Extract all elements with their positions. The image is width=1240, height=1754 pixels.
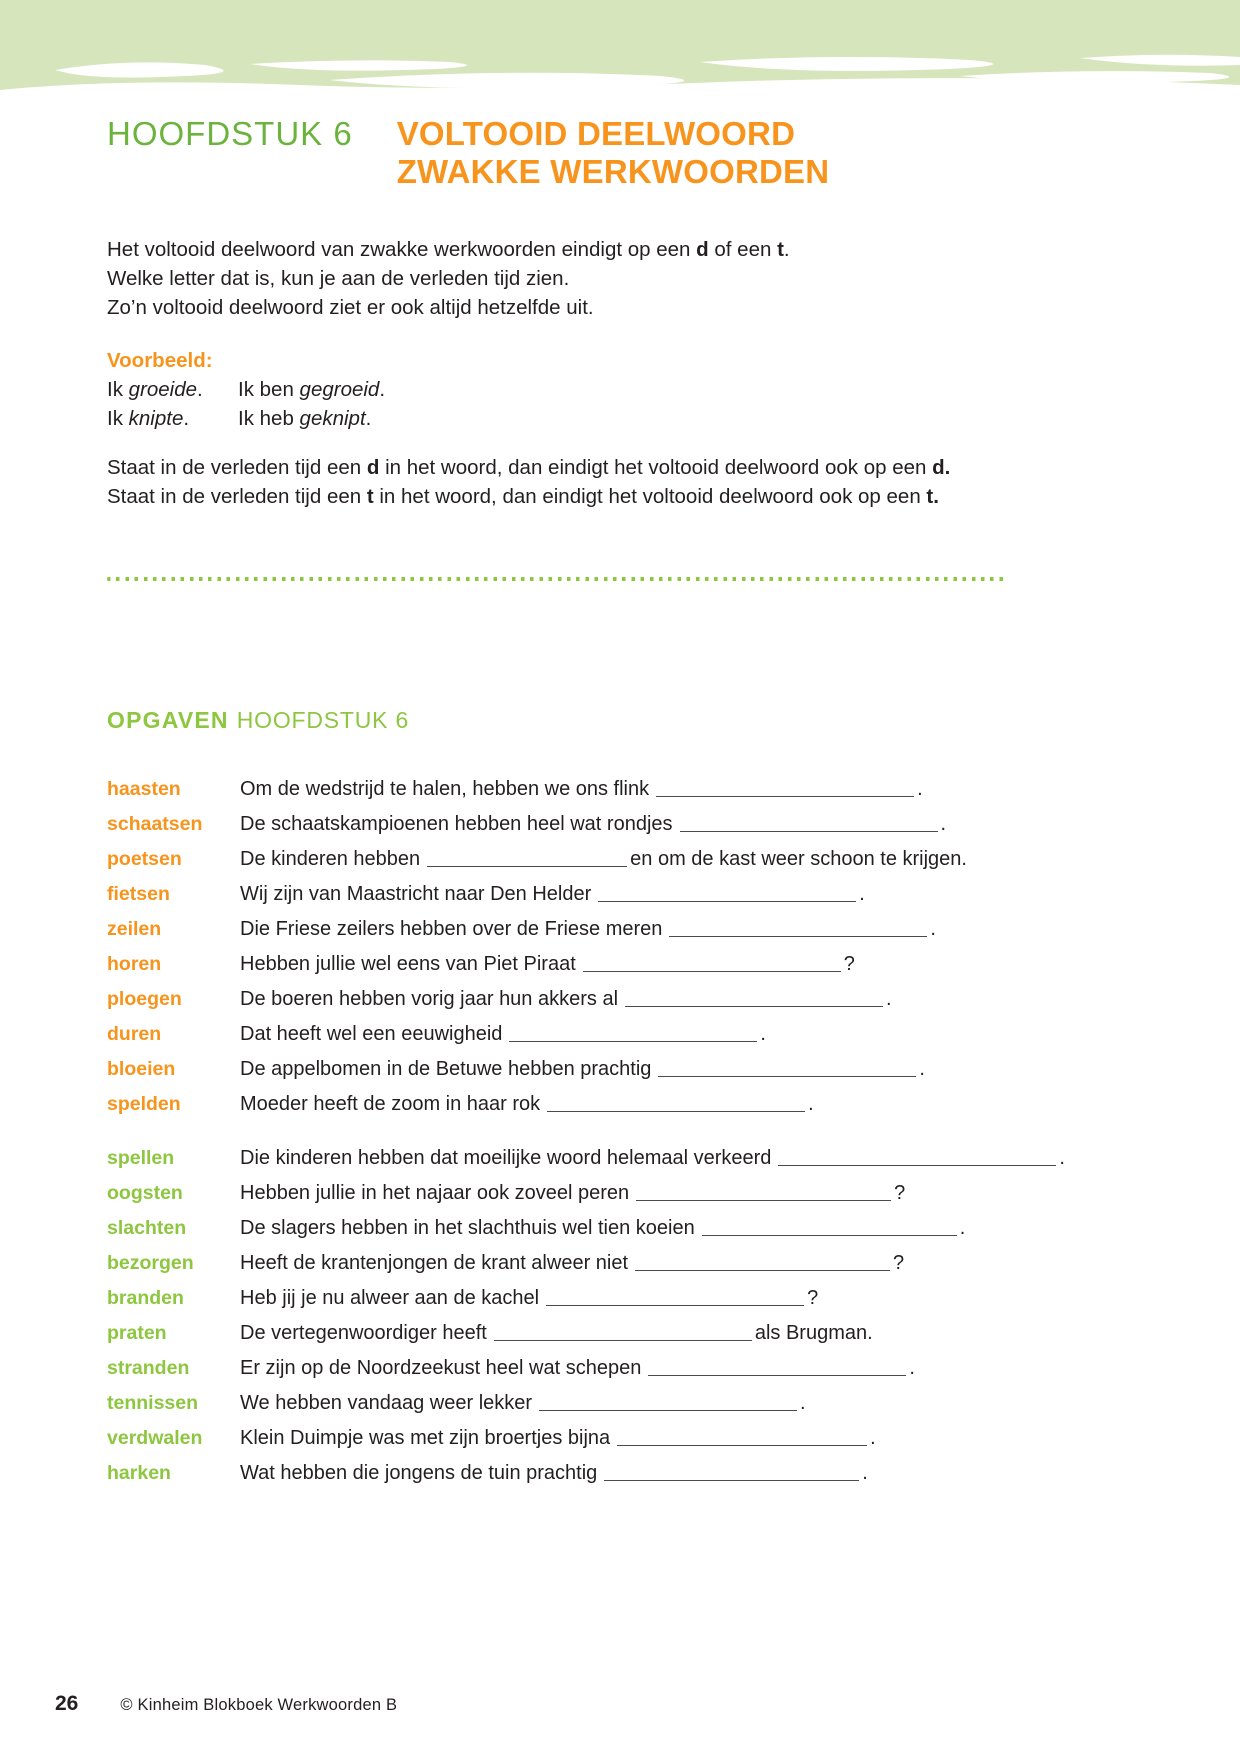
answer-blank[interactable]	[547, 1106, 805, 1112]
sentence-before: Dat heeft wel een eeuwigheid	[240, 1023, 503, 1045]
verb-label: horen	[107, 953, 162, 975]
answer-blank[interactable]	[656, 791, 914, 797]
exercise-row	[107, 1286, 1150, 1310]
page-title-line1: VOLTOOID DEELWOORD	[396, 115, 796, 152]
opgaven-heading	[107, 705, 1150, 735]
verb-label: poetsen	[107, 848, 182, 870]
exercise-row	[107, 1216, 1150, 1240]
answer-blank[interactable]	[658, 1071, 916, 1077]
sentence-after: en om de kast weer schoon te krijgen.	[630, 848, 967, 870]
italic-verb: knipte	[128, 407, 184, 430]
exercise-row	[107, 952, 1150, 976]
sentence-after: .	[917, 778, 923, 800]
rule-paragraph	[107, 453, 1150, 511]
italic-verb: groeide	[128, 378, 198, 401]
sentence-before: Wij zijn van Maastricht naar Den Helder	[240, 883, 592, 905]
verb-label: harken	[107, 1462, 171, 1484]
text-segment: Ik	[107, 407, 129, 430]
example-right	[238, 404, 371, 433]
page-footer	[55, 1692, 397, 1716]
exercise-sentence	[240, 812, 1150, 836]
answer-blank[interactable]	[778, 1160, 1056, 1166]
answer-blank[interactable]	[702, 1230, 957, 1236]
exercise-sentence	[240, 1321, 1150, 1345]
header-band	[0, 0, 1240, 95]
verb-label: bloeien	[107, 1058, 176, 1080]
text-segment: Ik heb	[238, 407, 300, 430]
sentence-before: De kinderen hebben	[240, 848, 421, 870]
text-segment: Zo’n voltooid deelwoord ziet er ook altijd hetzelfde uit.	[107, 296, 594, 319]
sentence-after: .	[800, 1392, 806, 1414]
sentence-before: Hebben jullie in het najaar ook zoveel peren	[240, 1182, 630, 1204]
exercise-row	[107, 1181, 1150, 1205]
sentence-before: De appelbomen in de Betuwe hebben prachtig	[240, 1058, 652, 1080]
sentence-before: We hebben vandaag weer lekker	[240, 1392, 533, 1414]
sentence-after: .	[940, 813, 947, 835]
intro-paragraph	[107, 235, 1150, 322]
verb-label: tennissen	[107, 1392, 199, 1414]
exercise-sentence	[240, 987, 1150, 1011]
text-segment: Staat in de verleden tijd een	[107, 456, 367, 479]
sentence-before: Er zijn op de Noordzeekust heel wat schepen	[240, 1357, 642, 1379]
sentence-after: .	[859, 883, 865, 905]
sentence-after: .	[870, 1427, 876, 1449]
example-right	[238, 375, 385, 404]
bold-letter: t.	[926, 485, 939, 508]
sentence-after: .	[886, 988, 892, 1010]
answer-blank[interactable]	[598, 896, 856, 902]
answer-blank[interactable]	[636, 1195, 891, 1201]
verb-label: stranden	[107, 1357, 190, 1379]
band-texture-icon	[0, 0, 1240, 95]
verb-label: spellen	[107, 1147, 175, 1169]
sentence-after: .	[1059, 1147, 1065, 1169]
sentence-before: Moeder heeft de zoom in haar rok	[240, 1093, 541, 1115]
bold-letter: d	[366, 456, 380, 479]
exercise-sentence	[240, 1461, 1150, 1485]
answer-blank[interactable]	[625, 1001, 883, 1007]
exercise-row	[107, 987, 1150, 1011]
exercise-row	[107, 1461, 1150, 1485]
sentence-before: Wat hebben die jongens de tuin prachtig	[240, 1462, 598, 1484]
exercise-sentence	[240, 1057, 1150, 1081]
verb-label: haasten	[107, 778, 181, 800]
sentence-after: .	[930, 918, 936, 940]
exercise-sentence	[240, 1092, 1150, 1116]
bold-letter: d.	[932, 456, 951, 479]
sentence-before: De vertegenwoordiger heeft	[240, 1322, 487, 1344]
verb-label: branden	[107, 1287, 184, 1309]
text-segment: .	[365, 407, 372, 430]
text-segment: in het woord, dan eindigt het voltooid deelwoord ook op een	[379, 456, 933, 479]
sentence-after: ?	[893, 1252, 905, 1274]
dotted-divider	[107, 577, 1005, 581]
italic-verb: gegroeid	[299, 378, 380, 401]
example-row	[107, 375, 1150, 404]
copyright: © Kinheim Blokboek Werkwoorden B	[120, 1696, 398, 1714]
bold-letter: t	[366, 485, 374, 508]
verb-label: oogsten	[107, 1182, 183, 1204]
sentence-after: .	[959, 1217, 966, 1239]
answer-blank[interactable]	[427, 861, 627, 867]
bold-letter: d	[696, 238, 709, 261]
sentence-before: Die Friese zeilers hebben over de Friese meren	[240, 918, 663, 940]
exercise-row	[107, 917, 1150, 941]
answer-blank[interactable]	[509, 1036, 757, 1042]
text-segment: Staat in de verleden tijd een	[107, 485, 367, 508]
exercise-row	[107, 1022, 1150, 1046]
exercise-row	[107, 1251, 1150, 1275]
sentence-before: Om de wedstrijd te halen, hebben we ons flink	[240, 778, 650, 800]
text-segment: .	[197, 378, 203, 401]
verb-label: bezorgen	[107, 1252, 194, 1274]
verb-label: duren	[107, 1023, 162, 1045]
exercise-sentence	[240, 777, 1150, 801]
opgaven-heading-rest: HOOFDSTUK 6	[236, 707, 410, 733]
sentence-after: ?	[843, 953, 855, 975]
exercise-sentence	[240, 1391, 1150, 1415]
sentence-before: Hebben jullie wel eens van Piet Piraat	[240, 953, 576, 975]
text-segment: .	[783, 238, 790, 261]
page-title-line2: ZWAKKE WERKWOORDEN	[396, 153, 830, 190]
answer-blank[interactable]	[669, 931, 927, 937]
sentence-after: ?	[807, 1287, 819, 1309]
italic-verb: geknipt	[299, 407, 366, 430]
exercise-sentence	[240, 1251, 1150, 1275]
answer-blank[interactable]	[583, 966, 841, 972]
text-segment: .	[379, 378, 386, 401]
exercise-row	[107, 1391, 1150, 1415]
sentence-after: .	[919, 1058, 925, 1080]
sentence-after: als Brugman.	[754, 1322, 873, 1344]
verb-label: praten	[107, 1322, 167, 1344]
verb-label: schaatsen	[107, 813, 203, 835]
exercise-sentence	[240, 952, 1150, 976]
exercise-sentence	[240, 1181, 1150, 1205]
voorbeeld-heading: Voorbeeld:	[107, 349, 213, 372]
text-segment: Ik ben	[238, 378, 300, 401]
text-segment: Ik	[107, 378, 129, 401]
exercise-sentence	[240, 1146, 1150, 1170]
sentence-before: Heeft de krantenjongen de krant alweer niet	[240, 1252, 629, 1274]
exercise-sentence	[240, 1356, 1150, 1380]
verb-label: verdwalen	[107, 1427, 203, 1449]
sentence-after: ?	[894, 1182, 906, 1204]
sentence-after: .	[808, 1093, 814, 1115]
sentence-before: Die kinderen hebben dat moeilijke woord helemaal verkeerd	[240, 1147, 772, 1169]
exercise-sentence	[240, 1286, 1150, 1310]
page-content	[0, 115, 1240, 1485]
exercise-row	[107, 812, 1150, 836]
exercise-row	[107, 1057, 1150, 1081]
answer-blank[interactable]	[648, 1370, 906, 1376]
exercise-row	[107, 1321, 1150, 1345]
answer-blank[interactable]	[494, 1335, 752, 1341]
exercise-row	[107, 1146, 1150, 1170]
exercise-group-2	[107, 1146, 1150, 1485]
example-left	[107, 404, 238, 433]
text-segment: in het woord, dan eindigt het voltooid deelwoord ook op een	[373, 485, 927, 508]
exercise-list	[107, 777, 1150, 1485]
exercise-row	[107, 1092, 1150, 1116]
text-segment: Het voltooid deelwoord van zwakke werkwoorden eindigt op een	[107, 238, 697, 261]
example-row	[107, 404, 1150, 433]
exercise-sentence	[240, 917, 1150, 941]
sentence-after: .	[909, 1357, 915, 1379]
exercise-row	[107, 882, 1150, 906]
answer-blank[interactable]	[604, 1475, 859, 1481]
exercise-sentence	[240, 847, 1150, 871]
exercise-row	[107, 1426, 1150, 1450]
sentence-before: De slagers hebben in het slachthuis wel tien koeien	[240, 1217, 695, 1239]
verb-label: zeilen	[107, 918, 162, 940]
exercise-group-1	[107, 777, 1150, 1116]
text-segment: .	[183, 407, 190, 430]
sentence-after: .	[760, 1023, 766, 1045]
exercise-row	[107, 847, 1150, 871]
text-segment: of een	[708, 238, 778, 261]
exercise-row	[107, 777, 1150, 801]
sentence-before: De boeren hebben vorig jaar hun akkers al	[240, 988, 619, 1010]
verb-label: slachten	[107, 1217, 187, 1239]
text-segment: Welke letter dat is, kun je aan de verleden tijd zien.	[107, 267, 570, 290]
exercise-sentence	[240, 1216, 1150, 1240]
chapter-heading: HOOFDSTUK 6	[107, 115, 353, 152]
exercise-sentence	[240, 882, 1150, 906]
exercise-sentence	[240, 1022, 1150, 1046]
answer-blank[interactable]	[546, 1300, 804, 1306]
verb-label: ploegen	[107, 988, 182, 1010]
page-number: 26	[55, 1692, 79, 1715]
exercise-sentence	[240, 1426, 1150, 1450]
sentence-before: Klein Duimpje was met zijn broertjes bijna	[240, 1427, 611, 1449]
sentence-before: Heb jij je nu alweer aan de kachel	[240, 1287, 540, 1309]
opgaven-heading-bold: OPGAVEN	[107, 707, 229, 733]
verb-label: fietsen	[107, 883, 170, 905]
page-header	[107, 115, 1150, 191]
page-title	[397, 115, 830, 191]
answer-blank[interactable]	[617, 1440, 867, 1446]
sentence-before: De schaatskampioenen hebben heel wat rondjes	[240, 813, 673, 835]
answer-blank[interactable]	[539, 1405, 797, 1411]
answer-blank[interactable]	[635, 1265, 890, 1271]
verb-label: spelden	[107, 1093, 181, 1115]
bold-letter: t	[777, 238, 784, 261]
exercise-row	[107, 1356, 1150, 1380]
sentence-after: .	[862, 1462, 868, 1484]
example-left	[107, 375, 238, 404]
answer-blank[interactable]	[680, 826, 938, 832]
